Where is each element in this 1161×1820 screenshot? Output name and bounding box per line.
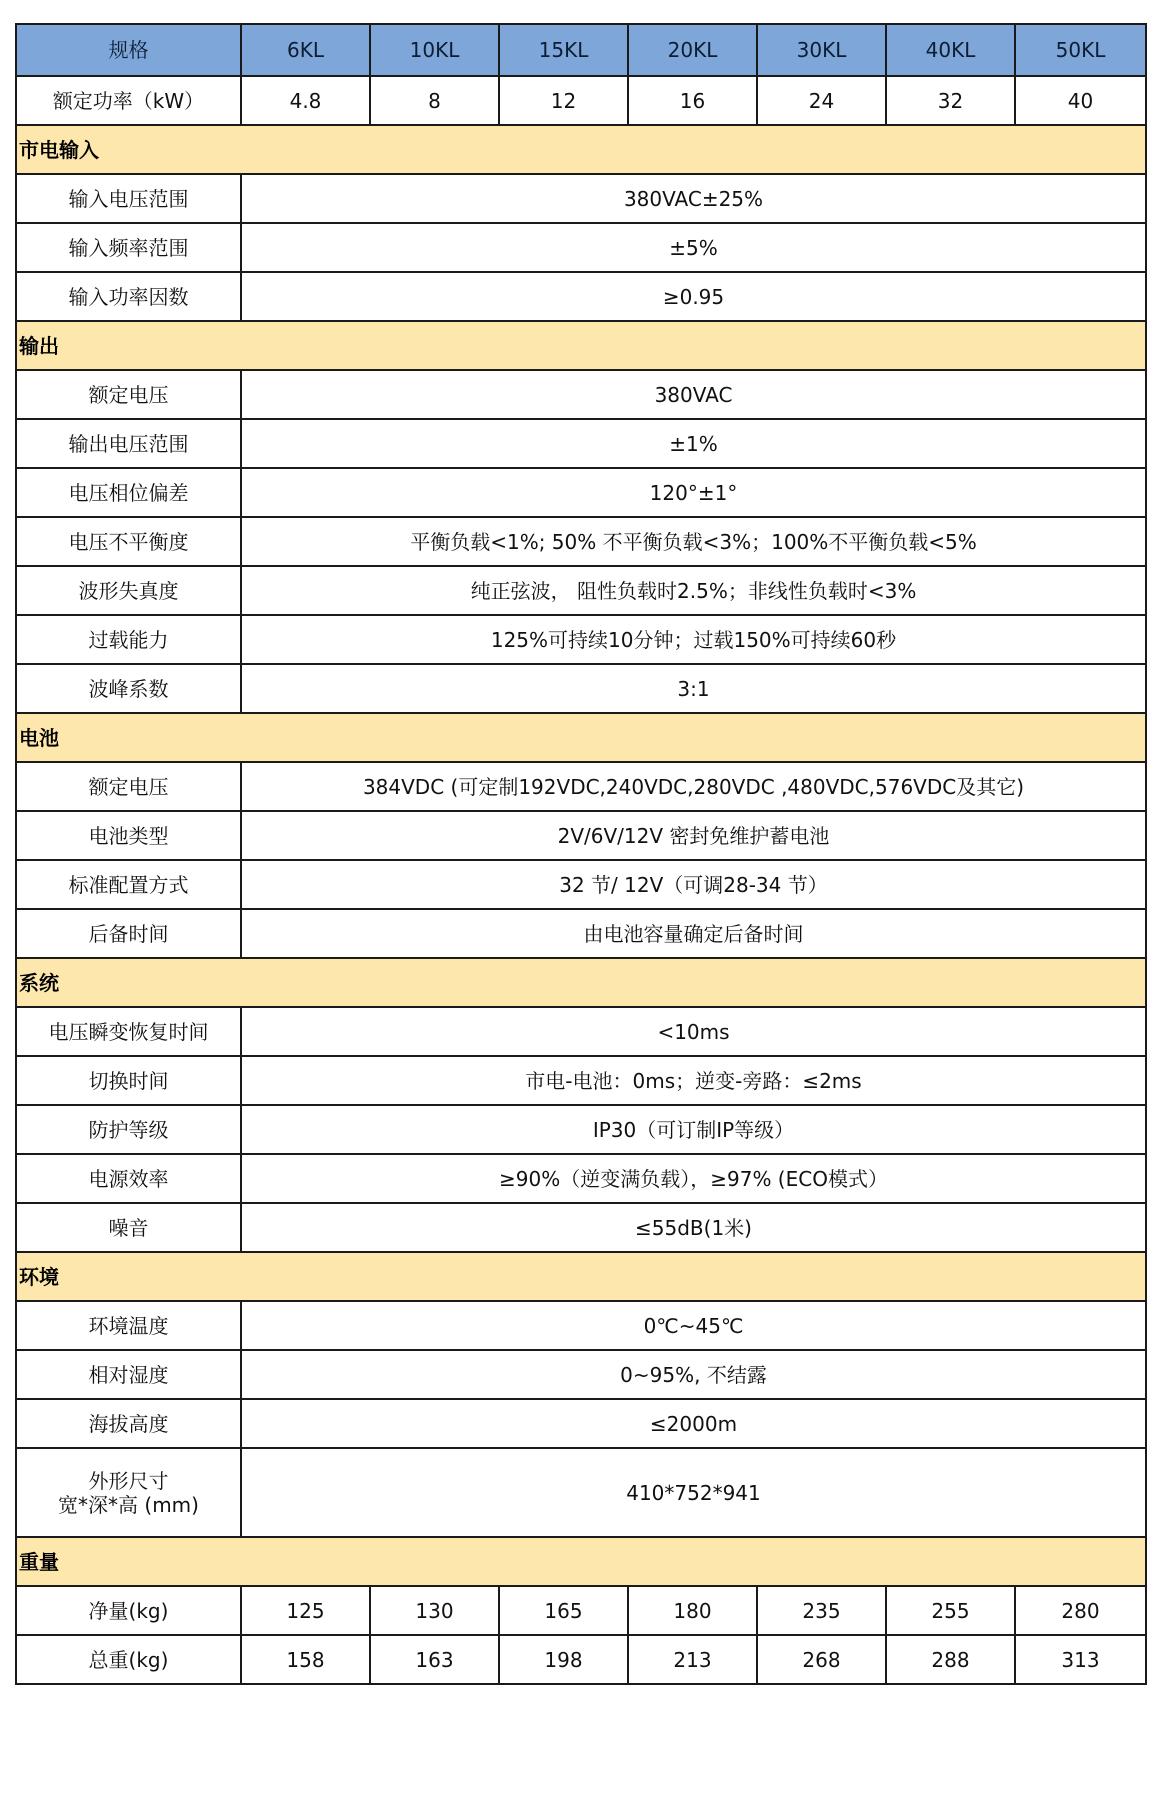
section-header-battery xyxy=(16,713,1146,762)
table-row xyxy=(16,1056,1146,1105)
table-row xyxy=(16,1350,1146,1399)
table-row xyxy=(16,1399,1146,1448)
row-value: 0~95%, 不结露 xyxy=(241,1350,1146,1399)
row-value: 纯正弦波， 阻性负载时2.5%；非线性负载时<3% xyxy=(241,566,1146,615)
row-label: 电压相位偏差 xyxy=(16,468,241,517)
row-label: 输出电压范围 xyxy=(16,419,241,468)
row-label: 总重(kg) xyxy=(16,1635,241,1684)
section-title: 环境 xyxy=(16,1252,1146,1301)
row-value: 410*752*941 xyxy=(241,1448,1146,1537)
row-value: ≥0.95 xyxy=(241,272,1146,321)
section-header-weight xyxy=(16,1537,1146,1586)
value-cell: 130 xyxy=(370,1586,499,1635)
table-row xyxy=(16,566,1146,615)
table-row xyxy=(16,223,1146,272)
dimensions-label-line1: 外形尺寸 xyxy=(88,1468,169,1493)
table-row xyxy=(16,1203,1146,1252)
row-label: 电源效率 xyxy=(16,1154,241,1203)
row-value: 2V/6V/12V 密封免维护蓄电池 xyxy=(241,811,1146,860)
row-label: 额定电压 xyxy=(16,762,241,811)
value-cell: 12 xyxy=(499,76,628,125)
section-title: 系统 xyxy=(16,958,1146,1007)
model-10kl: 10KL xyxy=(370,24,499,76)
table-row xyxy=(16,1154,1146,1203)
value-cell: 198 xyxy=(499,1635,628,1684)
row-label: 输入电压范围 xyxy=(16,174,241,223)
row-value: IP30（可订制IP等级） xyxy=(241,1105,1146,1154)
row-label: 电压瞬变恢复时间 xyxy=(16,1007,241,1056)
section-title: 电池 xyxy=(16,713,1146,762)
row-label: 切换时间 xyxy=(16,1056,241,1105)
table-row xyxy=(16,762,1146,811)
row-label: 相对湿度 xyxy=(16,1350,241,1399)
value-cell: 313 xyxy=(1015,1635,1146,1684)
table-row xyxy=(16,1105,1146,1154)
row-label: 波峰系数 xyxy=(16,664,241,713)
row-value: ±5% xyxy=(241,223,1146,272)
row-value: 市电-电池：0ms；逆变-旁路：≤2ms xyxy=(241,1056,1146,1105)
section-header-mains-input xyxy=(16,125,1146,174)
spec-table xyxy=(15,23,1147,1685)
section-title: 重量 xyxy=(16,1537,1146,1586)
row-value: 120°±1° xyxy=(241,468,1146,517)
value-cell: 235 xyxy=(757,1586,886,1635)
section-header-output xyxy=(16,321,1146,370)
dimensions-row xyxy=(16,1448,1146,1537)
table-row xyxy=(16,909,1146,958)
row-value: 384VDC (可定制192VDC,240VDC,280VDC ,480VDC,576VDC及其它) xyxy=(241,762,1146,811)
dimensions-label-line2: 宽*深*高 (mm) xyxy=(58,1492,199,1517)
table-row xyxy=(16,468,1146,517)
header-row xyxy=(16,24,1146,76)
value-cell: 180 xyxy=(628,1586,757,1635)
table-row xyxy=(16,517,1146,566)
table-row xyxy=(16,370,1146,419)
value-cell: 24 xyxy=(757,76,886,125)
value-cell: 158 xyxy=(241,1635,370,1684)
model-50kl: 50KL xyxy=(1015,24,1146,76)
value-cell: 280 xyxy=(1015,1586,1146,1635)
row-value: 0℃~45℃ xyxy=(241,1301,1146,1350)
row-label: 电压不平衡度 xyxy=(16,517,241,566)
row-label: 过载能力 xyxy=(16,615,241,664)
row-label: 电池类型 xyxy=(16,811,241,860)
row-label: 输入频率范围 xyxy=(16,223,241,272)
row-value: 由电池容量确定后备时间 xyxy=(241,909,1146,958)
header-label: 规格 xyxy=(16,24,241,76)
row-value: ≥90%（逆变满负载），≥97% (ECO模式） xyxy=(241,1154,1146,1203)
row-value: 平衡负载<1%; 50% 不平衡负载<3%；100%不平衡负载<5% xyxy=(241,517,1146,566)
row-label: 净量(kg) xyxy=(16,1586,241,1635)
row-label: 额定功率（kW） xyxy=(16,76,241,125)
row-label: 防护等级 xyxy=(16,1105,241,1154)
row-label: 波形失真度 xyxy=(16,566,241,615)
row-value: <10ms xyxy=(241,1007,1146,1056)
row-value: 3:1 xyxy=(241,664,1146,713)
model-15kl: 15KL xyxy=(499,24,628,76)
model-30kl: 30KL xyxy=(757,24,886,76)
table-row xyxy=(16,272,1146,321)
table-row xyxy=(16,1301,1146,1350)
value-cell: 213 xyxy=(628,1635,757,1684)
row-label xyxy=(16,1448,241,1537)
row-value: ±1% xyxy=(241,419,1146,468)
row-value: ≤55dB(1米) xyxy=(241,1203,1146,1252)
table-row xyxy=(16,860,1146,909)
spec-sheet xyxy=(15,23,1145,1685)
table-row xyxy=(16,615,1146,664)
rated-power-row xyxy=(16,76,1146,125)
row-label: 额定电压 xyxy=(16,370,241,419)
value-cell: 255 xyxy=(886,1586,1015,1635)
value-cell: 125 xyxy=(241,1586,370,1635)
section-title: 输出 xyxy=(16,321,1146,370)
section-title: 市电输入 xyxy=(16,125,1146,174)
row-label: 噪音 xyxy=(16,1203,241,1252)
row-value: 32 节/ 12V（可调28-34 节） xyxy=(241,860,1146,909)
row-value: 125%可持续10分钟；过载150%可持续60秒 xyxy=(241,615,1146,664)
value-cell: 32 xyxy=(886,76,1015,125)
model-6kl: 6KL xyxy=(241,24,370,76)
net-weight-row xyxy=(16,1586,1146,1635)
table-row xyxy=(16,419,1146,468)
value-cell: 163 xyxy=(370,1635,499,1684)
section-header-system xyxy=(16,958,1146,1007)
value-cell: 288 xyxy=(886,1635,1015,1684)
row-value: 380VAC±25% xyxy=(241,174,1146,223)
table-row xyxy=(16,1007,1146,1056)
value-cell: 16 xyxy=(628,76,757,125)
value-cell: 4.8 xyxy=(241,76,370,125)
row-label: 后备时间 xyxy=(16,909,241,958)
value-cell: 268 xyxy=(757,1635,886,1684)
model-20kl: 20KL xyxy=(628,24,757,76)
row-value: 380VAC xyxy=(241,370,1146,419)
gross-weight-row xyxy=(16,1635,1146,1684)
value-cell: 165 xyxy=(499,1586,628,1635)
row-label: 环境温度 xyxy=(16,1301,241,1350)
value-cell: 8 xyxy=(370,76,499,125)
row-label: 标准配置方式 xyxy=(16,860,241,909)
table-row xyxy=(16,664,1146,713)
row-label: 输入功率因数 xyxy=(16,272,241,321)
table-row xyxy=(16,811,1146,860)
table-row xyxy=(16,174,1146,223)
row-label: 海拔高度 xyxy=(16,1399,241,1448)
row-value: ≤2000m xyxy=(241,1399,1146,1448)
model-40kl: 40KL xyxy=(886,24,1015,76)
value-cell: 40 xyxy=(1015,76,1146,125)
section-header-environment xyxy=(16,1252,1146,1301)
